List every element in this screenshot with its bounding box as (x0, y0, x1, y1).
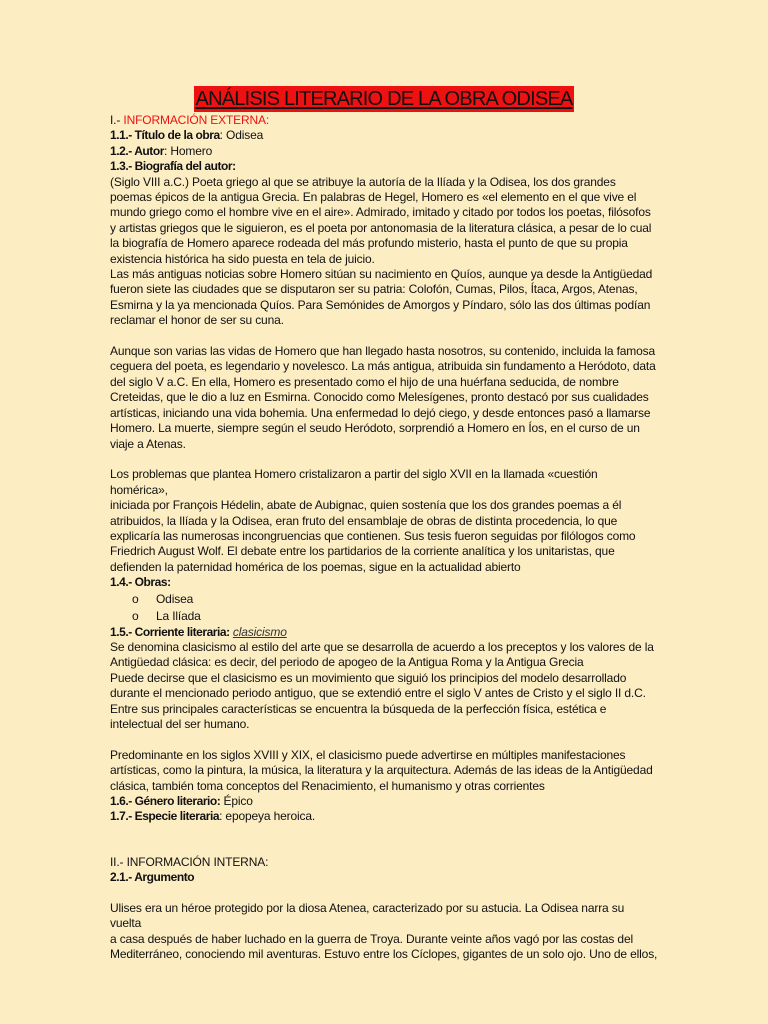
text-line: iniciada por François Hédelin, abate de Aubignac, quien sostenía que los dos grandes poemas a él (110, 498, 622, 513)
corriente-label: 1.5.- Corriente literaria: (110, 624, 230, 639)
document-page (110, 86, 658, 963)
genero-label: 1.6.- Género literario: (110, 794, 221, 809)
titulo-line (110, 128, 658, 143)
section1-heading (110, 113, 658, 128)
text-line: a casa después de haber luchado en la guerra de Troya. Durante veinte años vagó por las costas del (110, 931, 633, 946)
corriente-paragraph-2 (110, 748, 658, 794)
especie-value: : epopeya heroica. (219, 809, 316, 824)
section2-heading: II.- INFORMACIÓN INTERNA: (110, 854, 269, 869)
text-line: explicaría las numerosas incongruencias que contienen. Sus tesis fueron seguidas por filólogos como (110, 528, 636, 543)
text-line: Mediterráneo, conociendo mil aventuras. Estuvo entre los Cíclopes, gigantes de un solo ojo. Uno de ellos, (110, 947, 658, 962)
text-line: Ulises era un héroe protegido por la diosa Atenea, caracterizado por su astucia. La Odisea narra su vuelta (110, 901, 625, 931)
bullet-icon: o (132, 608, 139, 623)
list-item (132, 591, 658, 608)
titulo-label: 1.1.- Título de la obra (110, 128, 220, 143)
genero-value: Épico (220, 794, 253, 809)
bio-paragraph-3 (110, 467, 658, 575)
text-line: Puede decirse que el clasicismo es un movimiento que siguió los principios del modelo desarrollado (110, 670, 627, 685)
spacer (110, 825, 658, 855)
spacer (110, 886, 658, 901)
obras-label: 1.4.- Obras: (110, 575, 171, 590)
argumento-paragraph (110, 901, 658, 963)
corriente-line (110, 625, 658, 640)
list-item (132, 608, 658, 625)
text-line: Se denomina clasicismo al estilo del arte que se desarrolla de acuerdo a los preceptos y los valores de la (110, 639, 654, 654)
bio-paragraph-1 (110, 175, 658, 329)
obras-list (110, 591, 658, 625)
text-line: Entre sus principales características se encuentra la búsqueda de la perfección física, estética e (110, 701, 607, 716)
text-line: ceguera del poeta, es legendario y novelesco. La más antigua, atribuida sin fundamento a Heródoto, data (110, 359, 656, 374)
text-line: fueron siete las ciudades que se disputaron ser su patria: Colofón, Cumas, Pilos, Ítaca, Argos, Atenas, (110, 282, 638, 297)
section1-heading-text: INFORMACIÓN EXTERNA: (123, 113, 270, 127)
corriente-link[interactable]: clasicismo (232, 624, 287, 639)
spacer (110, 732, 658, 747)
spacer (110, 452, 658, 467)
text-line: mundo griego como el hombre vive en el aire». Admirado, imitado y citado por todos los poetas, filósofos (110, 205, 651, 220)
text-line: Friedrich August Wolf. El debate entre los partidarios de la corriente analítica y los unitaristas, que (110, 544, 615, 559)
text-line: Esmirna y la ya mencionada Quíos. Para Semónides de Amorgos y Píndaro, sólo las dos últimas podían (110, 297, 651, 312)
obra-title: Odisea (156, 591, 194, 606)
argumento-label: 2.1.- Argumento (110, 870, 195, 885)
text-line: Las más antiguas noticias sobre Homero sitúan su nacimiento en Quíos, aunque ya desde la Antigüedad (110, 267, 653, 282)
text-line: del siglo V a.C. En ella, Homero es presentado como el hijo de una huérfana seducida, de nombre (110, 374, 619, 389)
text-line: reclamar el honor de ser su cuna. (110, 313, 284, 328)
text-line: poemas épicos de la antigua Grecia. En palabras de Hegel, Homero es «el elemento en el que vive el (110, 190, 637, 205)
document-title: ANÁLISIS LITERARIO DE LA OBRA ODISEA (195, 88, 573, 110)
title-container (110, 86, 658, 112)
autor-label: 1.2.- Autor (110, 143, 164, 158)
spacer (110, 329, 658, 344)
bio-label: 1.3.- Biografía del autor: (110, 159, 236, 174)
text-line: Antigüedad clásica: es decir, del periodo de apogeo de la Antigua Roma y la Antigua Grecia (110, 655, 584, 670)
text-line: Homero. La muerte, siempre según el seudo Heródoto, sorprendió a Homero en Íos, en el curso de un (110, 421, 640, 436)
especie-line (110, 809, 658, 824)
especie-label: 1.7.- Especie literaria (110, 809, 220, 824)
text-line: (Siglo VIII a.C.) Poeta griego al que se atribuye la autoría de la Ilíada y la Odisea, los dos grandes (110, 174, 616, 189)
titulo-value: : Odisea (219, 128, 264, 143)
bio-paragraph-2 (110, 344, 658, 452)
section1-number: I.- (110, 113, 121, 127)
text-line: Predominante en los siglos XVIII y XIX, el clasicismo puede advertirse en múltiples manifestaciones (110, 747, 626, 762)
text-line: artísticas, como la pintura, la música, la literatura y la arquitectura. Además de las ideas de la Antigüedad (110, 763, 653, 778)
text-line: Los problemas que plantea Homero cristalizaron a partir del siglo XVII en la llamada «cuestión homérica», (110, 467, 598, 497)
autor-line (110, 144, 658, 159)
text-line: la biografía de Homero aparece rodeada del más profundo misterio, hasta el punto de que su propia (110, 236, 628, 251)
text-line: Aunque son varias las vidas de Homero que han llegado hasta nosotros, su contenido, incluida la famosa (110, 344, 656, 359)
corriente-paragraph-1 (110, 640, 658, 732)
bullet-icon: o (132, 591, 139, 606)
genero-line (110, 794, 658, 809)
text-line: existencia histórica ha sido puesta en tela de juicio. (110, 251, 375, 266)
text-line: defienden la paternidad homérica de los poemas, sigue en la actualidad abierto (110, 559, 521, 574)
obra-title: La Ilíada (156, 608, 201, 623)
text-line: Creteidas, que le dio a luz en Esmirna. Conocido como Melesígenes, pronto destacó por sus cualidades (110, 390, 649, 405)
text-line: durante el mencionado periodo antiguo, que se extendió entre el siglo V antes de Cristo y el siglo II d.C. (110, 686, 646, 701)
autor-value: : Homero (163, 143, 213, 158)
text-line: viaje a Atenas. (110, 436, 186, 451)
text-line: clásica, también toma conceptos del Renacimiento, el humanismo y otras corrientes (110, 778, 545, 793)
text-line: artísticas, iniciando una vida bohemia. Una enfermedad lo dejó ciego, y desde entonces pasó a llamarse (110, 405, 651, 420)
text-line: intelectual del ser humano. (110, 717, 250, 731)
text-line: y artistas griegos que le siguieron, es el poeta por antonomasia de la literatura clásica, a pesar de lo cual (110, 220, 652, 235)
text-line: atribuidos, la Ilíada y la Odisea, eran fruto del ensamblaje de obras de distinta procedencia, lo que (110, 513, 618, 528)
